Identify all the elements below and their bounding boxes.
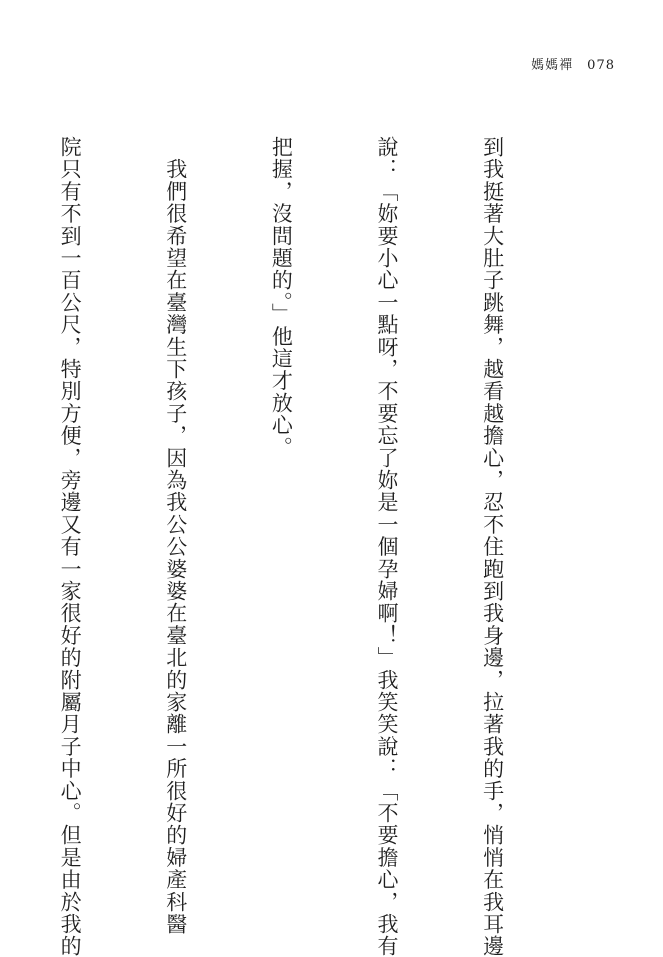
text-column: 說：「妳要小心一點呀，不要忘了妳是一個孕婦啊！」我笑笑說：「不要擔心，我有: [374, 136, 399, 957]
vertical-text-body: [58, 136, 580, 957]
text-column: 院只有不到一百公尺，特別方便，旁邊又有一家很好的附屬月子中心。但是由於我的: [58, 136, 83, 957]
text-column: 把握，沒問題的。」他這才放心。: [269, 136, 294, 459]
text-column: 我們很希望在臺灣生下孩子，因為我公公婆婆在臺北的家離一所很好的婦產科醫: [163, 136, 188, 936]
book-title: 媽媽禪: [531, 58, 574, 73]
text-column: 到我挺著大肚子跳舞，越看越擔心，忍不住跑到我身邊，拉著我的手，悄悄在我耳邊: [480, 136, 505, 957]
page-number: 078: [587, 58, 615, 73]
running-header: [531, 54, 615, 73]
